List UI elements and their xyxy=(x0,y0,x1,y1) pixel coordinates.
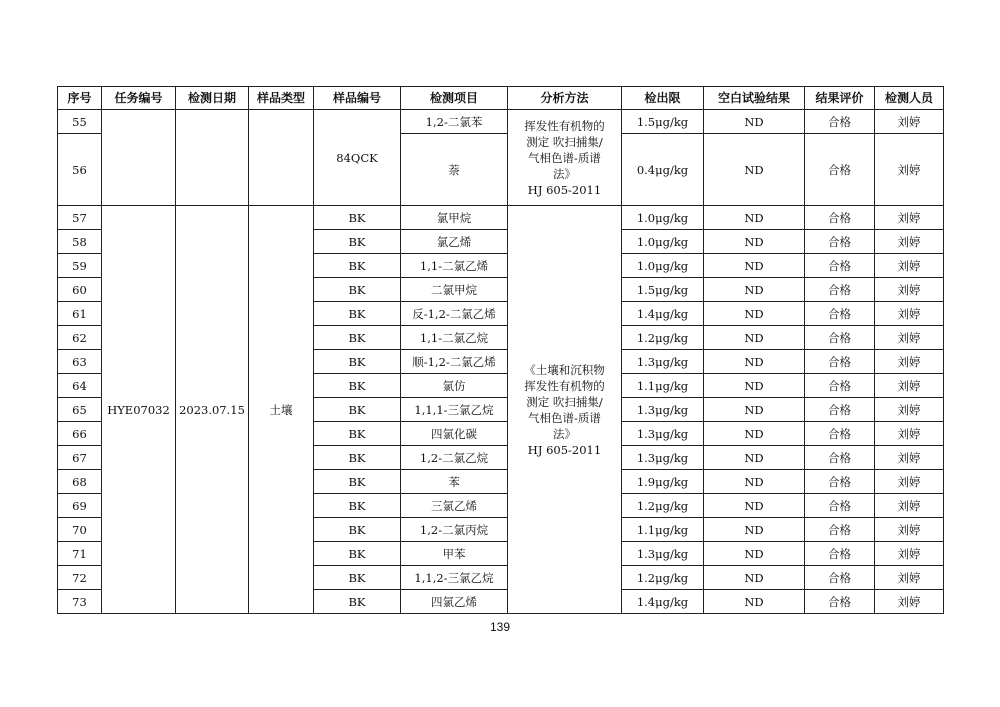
detection-limit-cell: 1.1μg/kg xyxy=(622,518,704,542)
sample-no-cell: BK xyxy=(314,494,401,518)
sample-no-cell: BK xyxy=(314,350,401,374)
sample-no-cell: BK xyxy=(314,422,401,446)
header-evaluation: 结果评价 xyxy=(805,87,875,110)
header-sample-no: 样品编号 xyxy=(314,87,401,110)
method-line: 法》 xyxy=(553,426,576,441)
evaluation-cell: 合格 xyxy=(805,590,875,614)
seq-cell: 71 xyxy=(58,542,102,566)
evaluation-cell: 合格 xyxy=(805,302,875,326)
detection-limit-cell: 1.3μg/kg xyxy=(622,422,704,446)
method-line: 测定 吹扫捕集/ xyxy=(526,394,603,409)
sample-no-cell: BK xyxy=(314,374,401,398)
blank-result-cell: ND xyxy=(704,206,805,230)
sample-type-cell: 土壤 xyxy=(249,206,314,614)
test-item-cell: 萘 xyxy=(401,134,508,206)
evaluation-cell: 合格 xyxy=(805,542,875,566)
evaluation-cell: 合格 xyxy=(805,230,875,254)
tester-cell: 刘婷 xyxy=(875,206,944,230)
evaluation-cell: 合格 xyxy=(805,350,875,374)
tester-cell: 刘婷 xyxy=(875,494,944,518)
sample-no-cell: BK xyxy=(314,302,401,326)
evaluation-cell: 合格 xyxy=(805,518,875,542)
seq-cell: 66 xyxy=(58,422,102,446)
blank-result-cell: ND xyxy=(704,134,805,206)
tester-cell: 刘婷 xyxy=(875,110,944,134)
detection-limit-cell: 1.3μg/kg xyxy=(622,446,704,470)
evaluation-cell: 合格 xyxy=(805,422,875,446)
seq-cell: 73 xyxy=(58,590,102,614)
tester-cell: 刘婷 xyxy=(875,470,944,494)
sample-no-cell: 84QCK xyxy=(314,110,401,206)
test-item-cell: 顺-1,2-二氯乙烯 xyxy=(401,350,508,374)
seq-cell: 60 xyxy=(58,278,102,302)
sample-no-cell: BK xyxy=(314,206,401,230)
method-line: 测定 吹扫捕集/ xyxy=(526,134,603,149)
sample-no-cell: BK xyxy=(314,470,401,494)
blank-result-cell: ND xyxy=(704,302,805,326)
test-item-cell: 1,2-二氯乙烷 xyxy=(401,446,508,470)
method-line: 法》 xyxy=(553,166,576,181)
date-cell: 2023.07.15 xyxy=(176,206,249,614)
detection-limit-cell: 1.1μg/kg xyxy=(622,374,704,398)
test-item-cell: 1,1-二氯乙烷 xyxy=(401,326,508,350)
seq-cell: 59 xyxy=(58,254,102,278)
seq-cell: 68 xyxy=(58,470,102,494)
blank-result-cell: ND xyxy=(704,590,805,614)
seq-cell: 58 xyxy=(58,230,102,254)
blank-result-cell: ND xyxy=(704,542,805,566)
test-item-cell: 苯 xyxy=(401,470,508,494)
blank-result-cell: ND xyxy=(704,230,805,254)
tester-cell: 刘婷 xyxy=(875,542,944,566)
table-row xyxy=(58,206,944,230)
date-cell xyxy=(176,110,249,206)
evaluation-cell: 合格 xyxy=(805,494,875,518)
evaluation-cell: 合格 xyxy=(805,374,875,398)
blank-result-cell: ND xyxy=(704,374,805,398)
test-item-cell: 1,1,2-三氯乙烷 xyxy=(401,566,508,590)
method-line: 《土壤和沉积物 xyxy=(524,362,605,377)
tester-cell: 刘婷 xyxy=(875,278,944,302)
sample-no-cell: BK xyxy=(314,230,401,254)
method-line: 气相色谱-质谱 xyxy=(528,150,601,165)
test-item-cell: 1,2-二氯丙烷 xyxy=(401,518,508,542)
header-seq: 序号 xyxy=(58,87,102,110)
blank-result-cell: ND xyxy=(704,494,805,518)
method-cell xyxy=(508,110,622,206)
seq-cell: 55 xyxy=(58,110,102,134)
header-detection-limit: 检出限 xyxy=(622,87,704,110)
header-sample-type: 样品类型 xyxy=(249,87,314,110)
detection-limit-cell: 0.4μg/kg xyxy=(622,134,704,206)
sample-no-cell: BK xyxy=(314,326,401,350)
test-item-cell: 1,2-二氯苯 xyxy=(401,110,508,134)
tester-cell: 刘婷 xyxy=(875,326,944,350)
tester-cell: 刘婷 xyxy=(875,398,944,422)
detection-limit-cell: 1.4μg/kg xyxy=(622,302,704,326)
detection-limit-cell: 1.2μg/kg xyxy=(622,494,704,518)
test-item-cell: 氯仿 xyxy=(401,374,508,398)
blank-result-cell: ND xyxy=(704,470,805,494)
tester-cell: 刘婷 xyxy=(875,590,944,614)
sample-no-cell: BK xyxy=(314,446,401,470)
page-number: 139 xyxy=(489,620,511,634)
evaluation-cell: 合格 xyxy=(805,206,875,230)
header-tester: 检测人员 xyxy=(875,87,944,110)
seq-cell: 70 xyxy=(58,518,102,542)
tester-cell: 刘婷 xyxy=(875,446,944,470)
evaluation-cell: 合格 xyxy=(805,470,875,494)
detection-limit-cell: 1.2μg/kg xyxy=(622,566,704,590)
table-row xyxy=(58,110,944,134)
seq-cell: 64 xyxy=(58,374,102,398)
sample-no-cell: BK xyxy=(314,254,401,278)
blank-result-cell: ND xyxy=(704,278,805,302)
blank-result-cell: ND xyxy=(704,566,805,590)
evaluation-cell: 合格 xyxy=(805,398,875,422)
detection-limit-cell: 1.4μg/kg xyxy=(622,590,704,614)
seq-cell: 61 xyxy=(58,302,102,326)
method-line: 挥发性有机物的 xyxy=(524,118,605,133)
blank-result-cell: ND xyxy=(704,422,805,446)
blank-result-cell: ND xyxy=(704,110,805,134)
sample-no-cell: BK xyxy=(314,278,401,302)
sample-no-cell: BK xyxy=(314,542,401,566)
method-line: 气相色谱-质谱 xyxy=(528,410,601,425)
seq-cell: 67 xyxy=(58,446,102,470)
method-line: HJ 605-2011 xyxy=(527,182,602,197)
sample-no-cell: BK xyxy=(314,590,401,614)
method-cell xyxy=(508,206,622,614)
evaluation-cell: 合格 xyxy=(805,134,875,206)
test-item-cell: 反-1,2-二氯乙烯 xyxy=(401,302,508,326)
detection-limit-cell: 1.0μg/kg xyxy=(622,254,704,278)
blank-result-cell: ND xyxy=(704,350,805,374)
test-item-cell: 氯乙烯 xyxy=(401,230,508,254)
seq-cell: 63 xyxy=(58,350,102,374)
blank-result-cell: ND xyxy=(704,518,805,542)
test-item-cell: 四氯化碳 xyxy=(401,422,508,446)
method-line: HJ 605-2011 xyxy=(527,442,602,457)
tester-cell: 刘婷 xyxy=(875,374,944,398)
header-date: 检测日期 xyxy=(176,87,249,110)
detection-limit-cell: 1.9μg/kg xyxy=(622,470,704,494)
evaluation-cell: 合格 xyxy=(805,566,875,590)
header-task-no: 任务编号 xyxy=(102,87,176,110)
task-no-cell: HYE07032 xyxy=(102,206,176,614)
tester-cell: 刘婷 xyxy=(875,566,944,590)
header-method: 分析方法 xyxy=(508,87,622,110)
detection-limit-cell: 1.3μg/kg xyxy=(622,398,704,422)
tester-cell: 刘婷 xyxy=(875,422,944,446)
task-no-cell xyxy=(102,110,176,206)
detection-limit-cell: 1.5μg/kg xyxy=(622,110,704,134)
seq-cell: 56 xyxy=(58,134,102,206)
test-item-cell: 四氯乙烯 xyxy=(401,590,508,614)
evaluation-cell: 合格 xyxy=(805,326,875,350)
sample-no-cell: BK xyxy=(314,518,401,542)
blank-result-cell: ND xyxy=(704,398,805,422)
evaluation-cell: 合格 xyxy=(805,278,875,302)
header-row xyxy=(58,87,944,110)
seq-cell: 65 xyxy=(58,398,102,422)
tester-cell: 刘婷 xyxy=(875,302,944,326)
seq-cell: 72 xyxy=(58,566,102,590)
tester-cell: 刘婷 xyxy=(875,518,944,542)
tester-cell: 刘婷 xyxy=(875,350,944,374)
evaluation-cell: 合格 xyxy=(805,110,875,134)
method-line: 挥发性有机物的 xyxy=(524,378,605,393)
test-results-table xyxy=(57,86,944,614)
detection-limit-cell: 1.5μg/kg xyxy=(622,278,704,302)
detection-limit-cell: 1.0μg/kg xyxy=(622,230,704,254)
evaluation-cell: 合格 xyxy=(805,254,875,278)
blank-result-cell: ND xyxy=(704,326,805,350)
seq-cell: 62 xyxy=(58,326,102,350)
tester-cell: 刘婷 xyxy=(875,230,944,254)
test-item-cell: 氯甲烷 xyxy=(401,206,508,230)
evaluation-cell: 合格 xyxy=(805,446,875,470)
test-item-cell: 甲苯 xyxy=(401,542,508,566)
sample-no-cell: BK xyxy=(314,566,401,590)
seq-cell: 69 xyxy=(58,494,102,518)
test-item-cell: 三氯乙烯 xyxy=(401,494,508,518)
sample-no-cell: BK xyxy=(314,398,401,422)
test-item-cell: 1,1-二氯乙烯 xyxy=(401,254,508,278)
detection-limit-cell: 1.2μg/kg xyxy=(622,326,704,350)
detection-limit-cell: 1.3μg/kg xyxy=(622,350,704,374)
blank-result-cell: ND xyxy=(704,254,805,278)
blank-result-cell: ND xyxy=(704,446,805,470)
detection-limit-cell: 1.0μg/kg xyxy=(622,206,704,230)
tester-cell: 刘婷 xyxy=(875,134,944,206)
test-item-cell: 1,1,1-三氯乙烷 xyxy=(401,398,508,422)
header-test-item: 检测项目 xyxy=(401,87,508,110)
sample-type-cell xyxy=(249,110,314,206)
detection-limit-cell: 1.3μg/kg xyxy=(622,542,704,566)
seq-cell: 57 xyxy=(58,206,102,230)
header-blank-result: 空白试验结果 xyxy=(704,87,805,110)
test-item-cell: 二氯甲烷 xyxy=(401,278,508,302)
tester-cell: 刘婷 xyxy=(875,254,944,278)
